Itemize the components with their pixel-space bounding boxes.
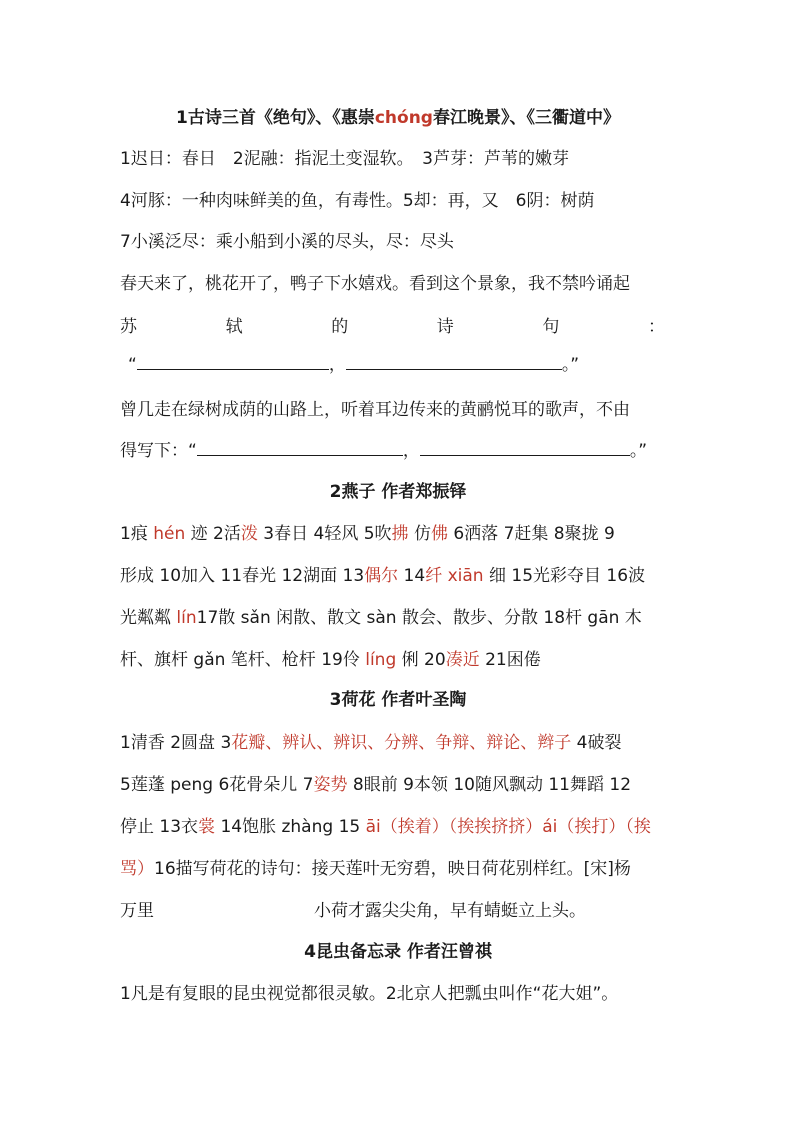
text: 1痕 [120,524,154,544]
highlight: 偶尔 [364,566,399,586]
prompt-line-spread [120,315,665,339]
text: 迹 2活 [185,524,241,544]
section4-heading: 4昆虫备忘录 作者汪曾祺 [304,942,492,962]
poem-line [120,899,676,923]
answer-blank[interactable] [420,441,630,456]
open-quote: “ [128,355,137,375]
text: 仿 [408,524,431,544]
highlight: hén [153,524,186,544]
answer-blank[interactable] [137,355,329,370]
poem-text: 小荷才露尖尖角，早有蜻蜓立上头。 [314,901,586,921]
highlight: 泼 [240,524,258,544]
vocab-line [120,564,676,588]
text: 21困倦 [479,650,541,670]
highlight: āi（挨着）（挨挨挤挤）ái（挨打）（挨 [365,817,651,837]
text: 14 [398,566,426,586]
answer-blank[interactable] [346,355,562,370]
text: 14饱胀 zhàng 15 [215,817,366,837]
text: 细 15光彩夺目 16波 [483,566,646,586]
fill-blank-line [128,353,684,377]
vocab-line [120,815,676,839]
section1-heading [120,106,676,130]
vocab-line [120,648,676,672]
highlight: 姿势 [313,775,348,795]
char: 苏 [120,317,137,337]
prompt-text: 得写下：“ [120,441,197,461]
vocab-line: 1迟日：春日 2泥融：指泥土变湿软。 3芦芽：芦苇的嫩芽 [120,149,569,169]
text: 光粼粼 [120,608,177,628]
heading-text: 春江晚景》、《三衢道中》 [432,108,620,128]
text: 8眼前 9本领 10随风飘动 11舞蹈 12 [347,775,632,795]
highlight: lín [176,608,197,628]
text: 3春日 4轻风 5吹 [257,524,392,544]
close-quote: 。” [561,355,580,375]
text: 17散 sǎn 闲散、散文 sàn 散会、散步、分散 18杆 gān 木 [196,608,642,628]
text: 16描写荷花的诗句：接天莲叶无穷碧，映日荷花别样红。[宋]杨 [154,859,631,879]
char: ： [647,317,665,337]
prompt-line: 春天来了，桃花开了，鸭子下水嬉戏。看到这个景象，我不禁吟诵起 [120,274,630,294]
text: 停止 13衣 [120,817,199,837]
text: 6洒落 7赶集 8聚拢 9 [447,524,615,544]
vocab-line [120,731,676,755]
text: 5莲蓬 peng 6花骨朵儿 7 [120,775,314,795]
highlight: 花瓣、辨认、辨识、分辨、争辩、辩论、辫子 [231,733,572,753]
highlight: 佛 [430,524,448,544]
highlight: 裳 [198,817,216,837]
highlight: 骂） [120,859,154,879]
highlight: 拂 [391,524,409,544]
char: 句 [542,317,560,337]
section3-heading: 3荷花 作者叶圣陶 [329,690,467,710]
text: 1清香 2圆盘 3 [120,733,232,753]
fill-blank-line [120,439,676,463]
close-quote: 。” [629,441,648,461]
vocab-line: 4河豚：一种肉味鲜美的鱼，有毒性。5却：再，又 6阴：树荫 [120,191,595,211]
highlight: líng [365,650,397,670]
section2-heading: 2燕子 作者郑振铎 [329,482,467,502]
vocab-line: 7小溪泛尽：乘小船到小溪的尽头，尽：尽头 [120,232,454,252]
vocab-line [120,606,676,630]
highlight: 纤 xiān [425,566,484,586]
pinyin-annotation: chóng [374,108,433,128]
vocab-line [120,522,676,546]
char: 的 [331,317,349,337]
text: 4破裂 [571,733,622,753]
poet-name: 万里 [120,901,154,921]
heading-text: 1古诗三首《绝句》、《惠崇 [176,108,375,128]
text: 俐 20 [396,650,446,670]
highlight: 凑近 [445,650,480,670]
text: 杆、旗杆 gǎn 笔杆、枪杆 19伶 [120,650,366,670]
vocab-line: 1凡是有复眼的昆虫视觉都很灵敏。2北京人把瓢虫叫作“花大姐”。 [120,984,619,1004]
vocab-line [120,857,676,881]
char: 轼 [225,317,243,337]
answer-blank[interactable] [197,441,403,456]
vocab-line [120,773,676,797]
text: 形成 10加入 11春光 12湖面 13 [120,566,365,586]
comma: ， [328,355,346,375]
comma: ， [402,441,420,461]
char: 诗 [436,317,454,337]
prompt-line: 曾几走在绿树成荫的山路上，听着耳边传来的黄鹂悦耳的歌声，不由 [120,400,630,420]
